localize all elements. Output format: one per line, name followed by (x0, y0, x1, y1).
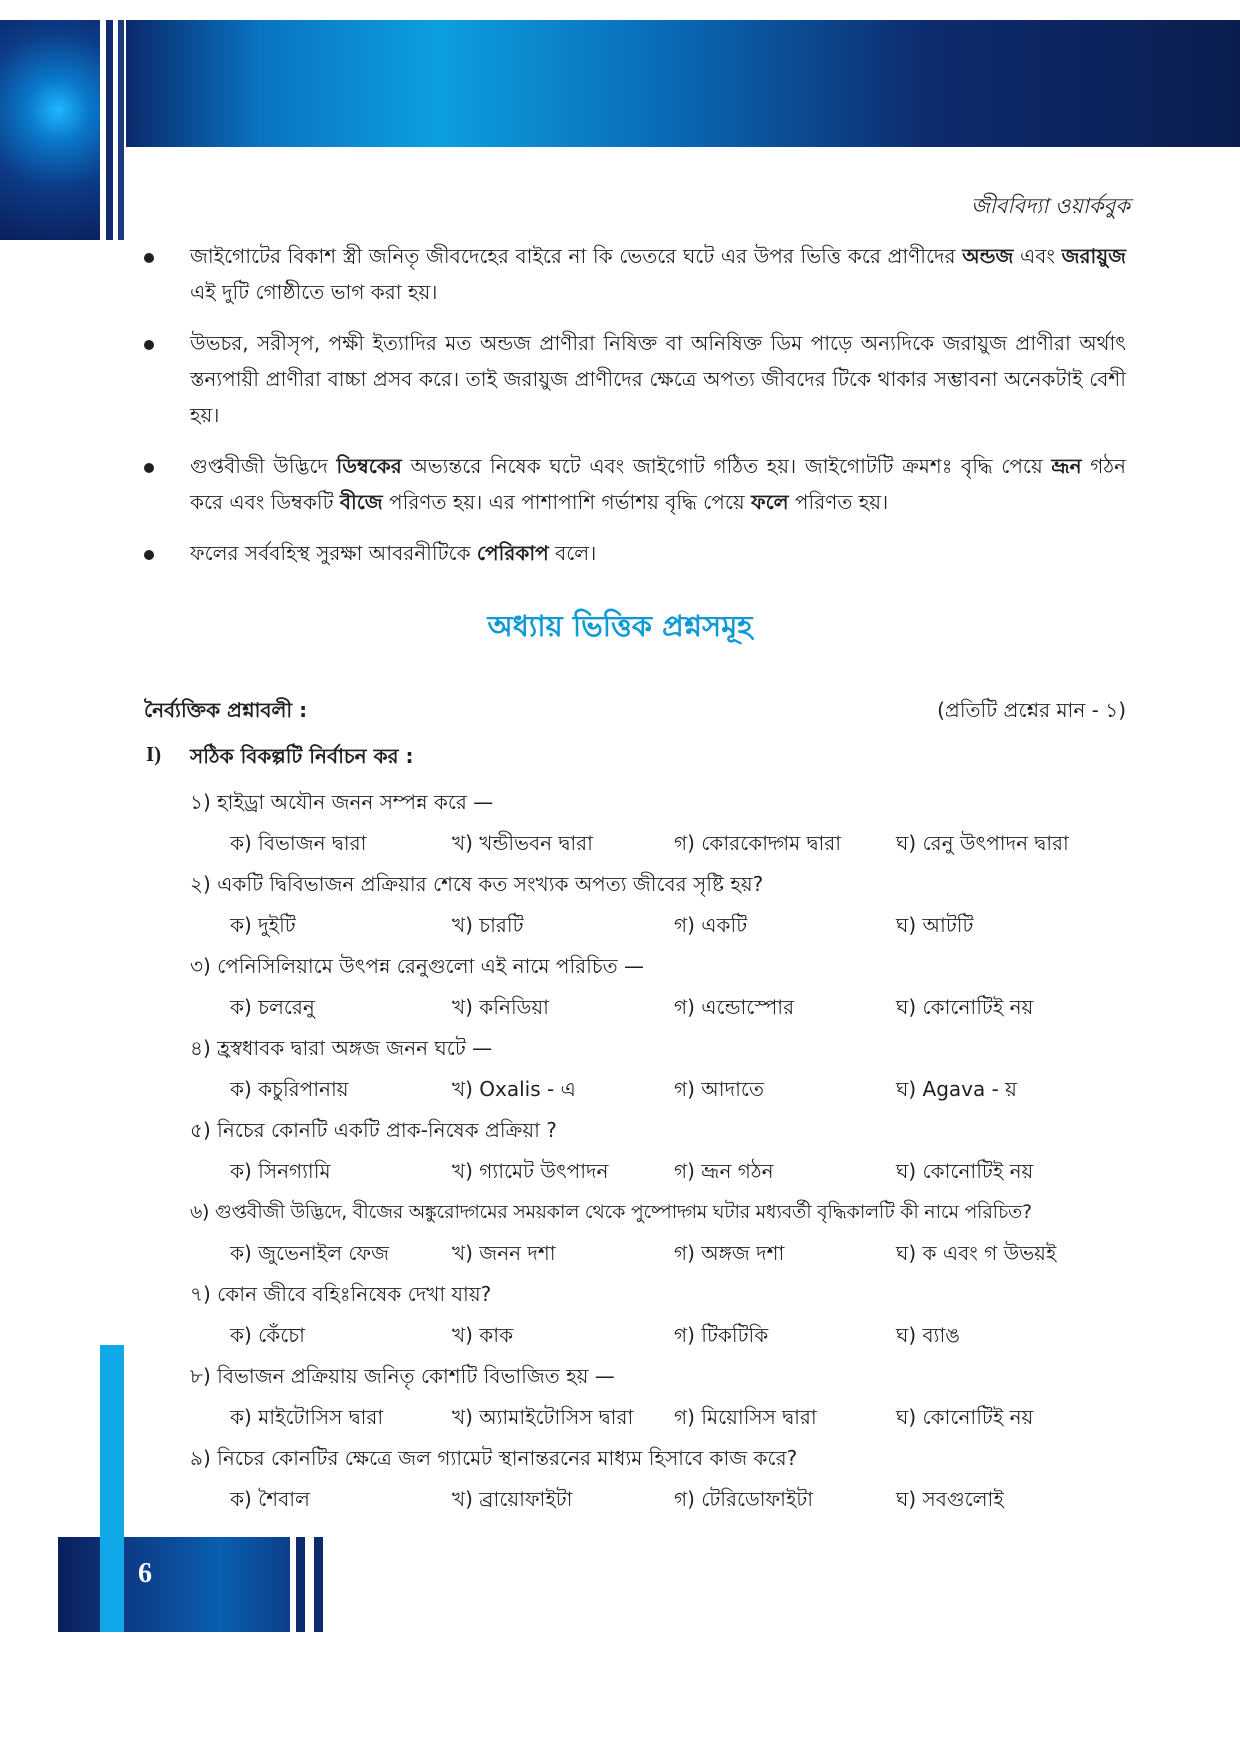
option: গ) টিকটিকি (674, 1323, 769, 1347)
question-options (230, 822, 1130, 864)
option: ঘ) ব্যাঙ (896, 1323, 960, 1347)
marks-note: (প্রতিটি প্রশ্নের মান - ১) (937, 698, 1126, 722)
option: ঘ) কোনোটিই নয় (896, 995, 1034, 1019)
option: খ) অ্যামাইটোসিস দ্বারা (452, 1405, 634, 1429)
option: ক) কেঁচো (230, 1323, 305, 1347)
option: গ) ভ্রূন গঠন (674, 1159, 774, 1183)
option: ঘ) সবগুলোই (896, 1487, 1004, 1511)
question-item (190, 1028, 1130, 1110)
option: ক) কচুরিপানায় (230, 1077, 349, 1101)
question-item (190, 782, 1130, 864)
question-item (190, 864, 1130, 946)
bullet-item: গুপ্তবীজী উদ্ভিদে ডিম্বকের অভ্যন্তরে নিষেক ঘটে এবং জাইগোট গঠিত হয়। জাইগোটটি ক্রমশঃ বৃদ্ধি পেয়ে ভ্রূন গঠন করে এবং ডিম্বকটি বীজে পরিণত হয়। এর পাশাপাশি গর্ভাশয় বৃদ্ধি পেয়ে ফলে পরিণত হয়। (140, 448, 1126, 520)
option: গ) টেরিডোফাইটা (674, 1487, 814, 1511)
option: খ) ব্রায়োফাইটা (452, 1487, 573, 1511)
footer-stripe (296, 1537, 305, 1632)
option: ঘ) কোনোটিই নয় (896, 1159, 1034, 1183)
footer-page-block (58, 1537, 290, 1632)
option: গ) একটি (674, 913, 748, 937)
option: খ) কাক (452, 1323, 514, 1347)
option: ক) দুইটি (230, 913, 296, 937)
summary-bullets (140, 238, 1126, 586)
bullet-dot-icon (144, 340, 154, 350)
bullet-item: ফলের সর্ববহিস্থ সুরক্ষা আবরনীটিকে পেরিকাপ বলে। (140, 535, 1126, 571)
question-stem: ৫) নিচের কোনটি একটি প্রাক-নিষেক প্রক্রিয়া ? (190, 1118, 557, 1142)
bullet-dot-icon (144, 253, 154, 263)
chapter-title: অধ্যায় ভিত্তিক প্রশ্নসমূহ (487, 609, 753, 643)
option: ঘ) ক এবং গ উভয়ই (896, 1241, 1057, 1265)
running-head: জীববিদ্যা ওয়ার্কবুক (970, 194, 1130, 218)
question-stem: ৪) হ্রস্বধাবক দ্বারা অঙ্গজ জনন ঘটে — (190, 1036, 493, 1060)
question-stem: ৮) বিভাজন প্রক্রিয়ায় জনিতৃ কোশটি বিভাজিত হয় — (190, 1364, 615, 1388)
question-options (230, 1314, 1130, 1356)
option: ঘ) Agava - য় (896, 1077, 1017, 1101)
bullet-dot-icon (144, 463, 154, 473)
header-banner (126, 20, 1240, 147)
option: ঘ) আটটি (896, 913, 974, 937)
footer-accent-bar (100, 1537, 124, 1632)
option: গ) এন্ডোস্পোর (674, 995, 795, 1019)
option: ক) চলরেনু (230, 995, 315, 1019)
option: ক) সিনগ্যামি (230, 1159, 331, 1183)
option: ক) শৈবাল (230, 1487, 310, 1511)
option: খ) চারটি (452, 913, 524, 937)
question-stem: ৯) নিচের কোনটির ক্ষেত্রে জল গ্যামেট স্থানান্তরনের মাধ্যম হিসাবে কাজ করে? (190, 1446, 798, 1470)
option: গ) অঙ্গজ দশা (674, 1241, 785, 1265)
question-stem: ৬) গুপ্তবীজী উদ্ভিদে, বীজের অঙ্কুরোদ্গমের সময়কাল থেকে পুষ্পোদ্গম ঘটার মধ্যবর্তী বৃদ্ধিকালটি কী নামে পরিচিত? (190, 1201, 1032, 1223)
option: ঘ) রেনু উৎপাদন দ্বারা (896, 831, 1069, 855)
question-item (190, 1356, 1130, 1438)
option: ক) জুভেনাইল ফেজ (230, 1241, 390, 1265)
question-item (190, 946, 1130, 1028)
part-number: I) (146, 742, 162, 766)
option: ঘ) কোনোটিই নয় (896, 1405, 1034, 1429)
section-heading: নৈর্ব্যক্তিক প্রশ্নাবলী : (144, 698, 308, 722)
question-item (190, 1110, 1130, 1192)
option: খ) জনন দশা (452, 1241, 556, 1265)
question-stem: ১) হাইড্রা অযৌন জনন সম্পন্ন করে — (190, 790, 494, 814)
question-stem: ৩) পেনিসিলিয়ামে উৎপন্ন রেনুগুলো এই নামে পরিচিত — (190, 954, 645, 978)
header-gradient-square (0, 20, 100, 240)
part-title: সঠিক বিকল্পটি নির্বাচন কর : (190, 744, 414, 768)
page-number: 6 (138, 1558, 152, 1589)
footer-stripe (314, 1537, 323, 1632)
option: ক) মাইটোসিস দ্বারা (230, 1405, 384, 1429)
question-options (230, 1478, 1130, 1520)
question-item (190, 1192, 1130, 1274)
question-options (230, 1232, 1130, 1274)
option: খ) গ্যামেট উৎপাদন (452, 1159, 609, 1183)
option: ক) বিভাজন দ্বারা (230, 831, 367, 855)
question-list (190, 782, 1130, 1520)
question-options (230, 1068, 1130, 1110)
header-stripe (106, 20, 113, 240)
question-options (230, 1396, 1130, 1438)
bullet-dot-icon (144, 550, 154, 560)
question-item (190, 1438, 1130, 1520)
question-options (230, 986, 1130, 1028)
bullet-item: জাইগোটের বিকাশ স্ত্রী জনিতৃ জীবদেহের বাইরে না কি ভেতরে ঘটে এর উপর ভিত্তি করে প্রাণীদের অন্ডজ এবং জরায়ুজ এই দুটি গোষ্ঠীতে ভাগ করা হয়। (140, 238, 1126, 310)
question-options (230, 1150, 1130, 1192)
option: খ) কনিডিয়া (452, 995, 549, 1019)
question-stem: ৭) কোন জীবে বহিঃনিষেক দেখা যায়? (190, 1282, 492, 1306)
option: গ) মিয়োসিস দ্বারা (674, 1405, 817, 1429)
option: গ) আদাতে (674, 1077, 764, 1101)
option: খ) Oxalis - এ (452, 1077, 576, 1101)
bullet-item: উভচর, সরীসৃপ, পক্ষী ইত্যাদির মত অন্ডজ প্রাণীরা নিষিক্ত বা অনিষিক্ত ডিম পাড়ে অন্যদিকে জরায়ুজ প্রাণীরা অর্থাৎ স্তন্যপায়ী প্রাণীরা বাচ্চা প্রসব করে। তাই জরায়ুজ প্রাণীদের ক্ষেত্রে অপত্য জীবদের টিকে থাকার সম্ভাবনা অনেকটাই বেশী হয়। (140, 325, 1126, 433)
option: খ) খন্ডীভবন দ্বারা (452, 831, 593, 855)
question-options (230, 904, 1130, 946)
question-stem: ২) একটি দ্বিবিভাজন প্রক্রিয়ার শেষে কত সংখ্যক অপত্য জীবের সৃষ্টি হয়? (190, 872, 764, 896)
header-stripe (118, 20, 124, 240)
option: গ) কোরকোদ্গম দ্বারা (674, 831, 842, 855)
question-item (190, 1274, 1130, 1356)
